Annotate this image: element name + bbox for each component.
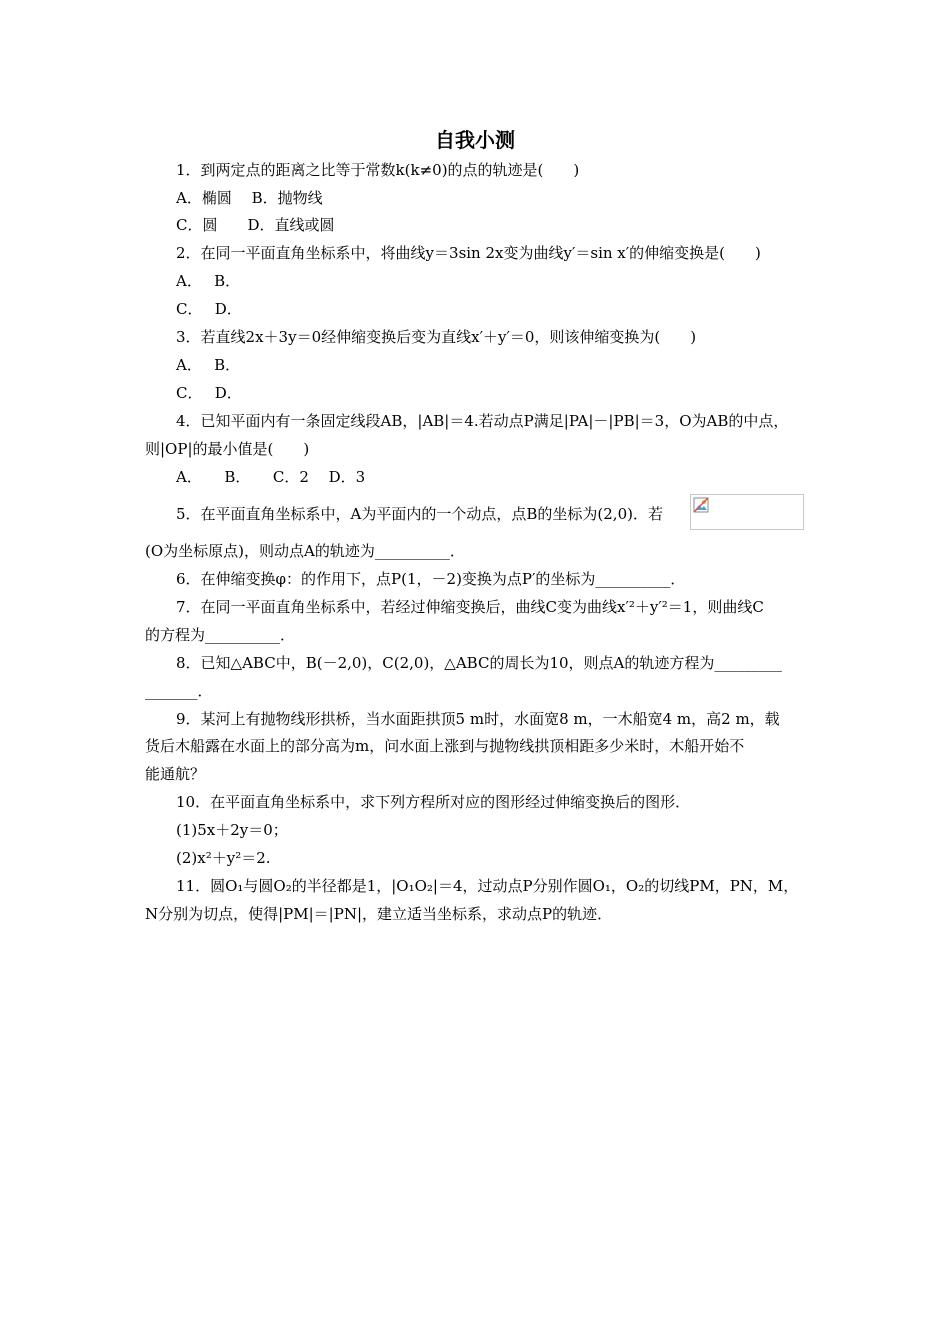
question-4-options: A． B． C．2 D．3	[176, 468, 366, 486]
question-8-cont: _______．	[145, 682, 213, 700]
question-10: 10．在平面直角坐标系中，求下列方程所对应的图形经过伸缩变换后的图形．	[176, 793, 691, 811]
question-2-options-ab: A． B．	[176, 272, 241, 290]
question-1-options-cd: C．圆 D．直线或圆	[176, 216, 335, 234]
question-10-part-1: (1)5x＋2y＝0；	[176, 821, 288, 839]
question-1-options-ab: A．椭圆 B．抛物线	[176, 189, 323, 207]
question-1: 1．到两定点的距离之比等于常数k(k≠0)的点的轨迹是( )	[176, 161, 580, 179]
question-11: 11．圆O₁与圆O₂的半径都是1，|O₁O₂|＝4，过动点P分别作圆O₁，O₂的切线PM，PN，M，	[176, 877, 799, 895]
question-11-cont: N分别为切点，使得|PM|＝|PN|，建立适当坐标系，求动点P的轨迹．	[145, 905, 613, 923]
question-3: 3．若直线2x＋3y＝0经伸缩变换后变为直线x′＋y′＝0，则该伸缩变换为( )	[176, 328, 697, 346]
broken-image-icon	[693, 497, 709, 513]
question-6: 6．在伸缩变换φ：的作用下，点P(1，－2)变换为点P′的坐标为__________．	[176, 570, 686, 588]
question-2-options-cd: C． D．	[176, 300, 242, 318]
question-5: 5．在平面直角坐标系中，A为平面内的一个动点，点B的坐标为(2,0)．若	[176, 505, 663, 523]
question-8: 8．已知△ABC中，B(－2,0)，C(2,0)，△ABC的周长为10，则点A的轨迹方程为_________	[176, 654, 782, 672]
question-4: 4．已知平面内有一条固定线段AB，|AB|＝4.若动点P满足|PA|－|PB|＝3，O为AB的中点，	[176, 412, 789, 430]
question-3-options-ab: A． B．	[176, 356, 241, 374]
question-5-cont: (O为坐标原点)，则动点A的轨迹为__________．	[145, 542, 465, 560]
question-3-options-cd: C． D．	[176, 384, 242, 402]
broken-image-placeholder	[690, 494, 804, 530]
question-9: 9．某河上有抛物线形拱桥，当水面距拱顶5 m时，水面宽8 m，一木船宽4 m，高2 m，载	[176, 710, 780, 728]
question-10-part-2: (2)x²＋y²＝2.	[176, 849, 271, 867]
question-7: 7．在同一平面直角坐标系中，若经过伸缩变换后，曲线C变为曲线x′²＋y′²＝1，则曲线C	[176, 598, 764, 616]
question-4-cont: 则|OP|的最小值是( )	[145, 440, 310, 458]
question-9-cont-2: 能通航？	[145, 765, 206, 783]
page-title: 自我小测	[435, 128, 515, 152]
question-9-cont-1: 货后木船露在水面上的部分高为m，问水面上涨到与抛物线拱顶相距多少米时，木船开始不	[145, 737, 745, 755]
question-7-cont: 的方程为__________．	[145, 626, 296, 644]
question-2: 2．在同一平面直角坐标系中，将曲线y＝3sin 2x变为曲线y′＝sin x′的伸缩变换是( )	[176, 244, 761, 262]
